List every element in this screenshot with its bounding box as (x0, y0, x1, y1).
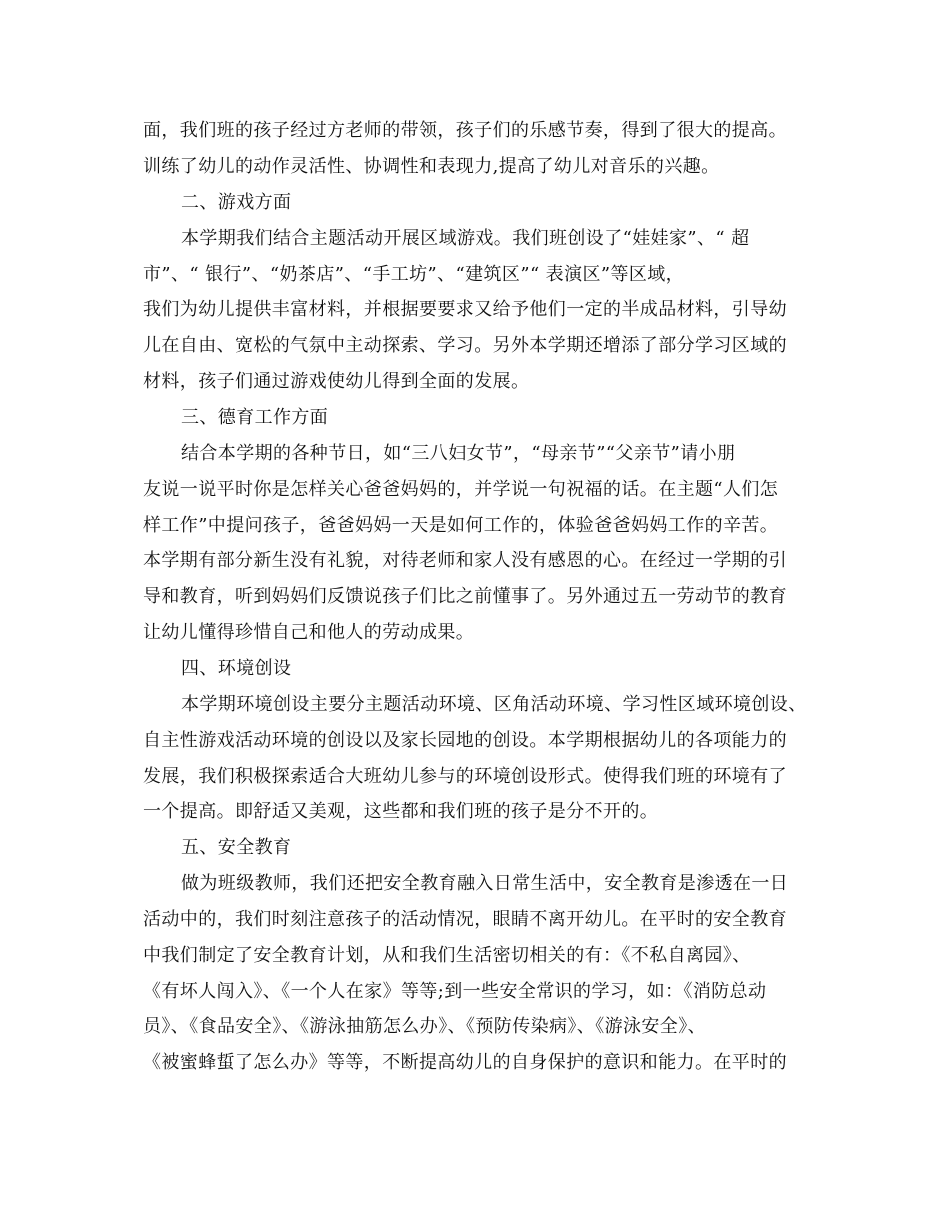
paragraph-line: 本学期有部分新生没有礼貌，对待老师和家人没有感恩的心。在经过一学期的引 (143, 550, 787, 571)
section-heading-safety: 五、安全教育 (181, 837, 292, 858)
paragraph-line: 员》、《食品安全》、《游泳抽筋怎么办》、《预防传染病》、《游泳安全》、 (143, 1016, 706, 1037)
paragraph-line: 《有坏人闯入》、《一个人在家》等等;到一些安全常识的学习，如：《消防总动 (143, 981, 767, 1002)
paragraph-line: 做为班级教师，我们还把安全教育融入日常生活中，安全教育是渗透在一日 (181, 873, 789, 894)
paragraph-line: 训练了幼儿的动作灵活性、协调性和表现力,提高了幼儿对音乐的兴趣。 (143, 156, 720, 177)
paragraph-line: 导和教育，听到妈妈们反馈说孩子们比之前懂事了。另外通过五一劳动节的教育 (143, 586, 787, 607)
paragraph-line: 发展，我们积极探索适合大班幼儿参与的环境创设形式。使得我们班的环境有了 (143, 766, 787, 787)
paragraph-line: 一个提高。即舒适又美观，这些都和我们班的孩子是分不开的。 (143, 801, 659, 822)
section-heading-environment: 四、环境创设 (181, 658, 292, 679)
paragraph-line: 本学期我们结合主题活动开展区域游戏。我们班创设了“娃娃家”、“ 超 (181, 228, 750, 249)
paragraph-line: 结合本学期的各种节日，如“三八妇女节”，“母亲节”“父亲节”请小朋 (181, 443, 736, 464)
paragraph-line: 活动中的，我们时刻注意孩子的活动情况，眼睛不离开幼儿。在平时的安全教育 (143, 909, 787, 930)
section-heading-moral-education: 三、德育工作方面 (181, 407, 329, 428)
paragraph-line: 面，我们班的孩子经过方老师的带领，孩子们的乐感节奏，得到了很大的提高。 (143, 120, 787, 141)
paragraph-line: 儿在自由、宽松的气氛中主动探索、学习。另外本学期还增添了部分学习区域的 (143, 335, 787, 356)
section-heading-games: 二、游戏方面 (181, 192, 292, 213)
paragraph-line: 材料，孩子们通过游戏使幼儿得到全面的发展。 (143, 371, 530, 392)
paragraph-line: 友说一说平时你是怎样关心爸爸妈妈的，并学说一句祝福的话。在主题“人们怎 (143, 479, 779, 500)
paragraph-line: 中我们制定了安全教育计划，从和我们生活密切相关的有：《不私自离园》、 (143, 945, 751, 966)
paragraph-line: 我们为幼儿提供丰富材料，并根据要要求又给予他们一定的半成品材料，引导幼 (143, 299, 787, 320)
paragraph-line: 自主性游戏活动环境的创设以及家长园地的创设。本学期根据幼儿的各项能力的 (143, 730, 787, 751)
paragraph-line: 本学期环境创设主要分主题活动环境、区角活动环境、学习性区域环境创设、 (181, 694, 807, 715)
paragraph-line: 市”、“ 银行”、“奶茶店”、“手工坊”、“建筑区”“ 表演区”等区域， (143, 264, 685, 285)
paragraph-line: 让幼儿懂得珍惜自己和他人的劳动成果。 (143, 622, 475, 643)
paragraph-line: 《被蜜蜂蜇了怎么办》等等，不断提高幼儿的自身保护的意识和能力。在平时的 (143, 1052, 787, 1073)
paragraph-line: 样工作”中提问孩子，爸爸妈妈一天是如何工作的，体验爸爸妈妈工作的辛苦。 (143, 515, 779, 536)
